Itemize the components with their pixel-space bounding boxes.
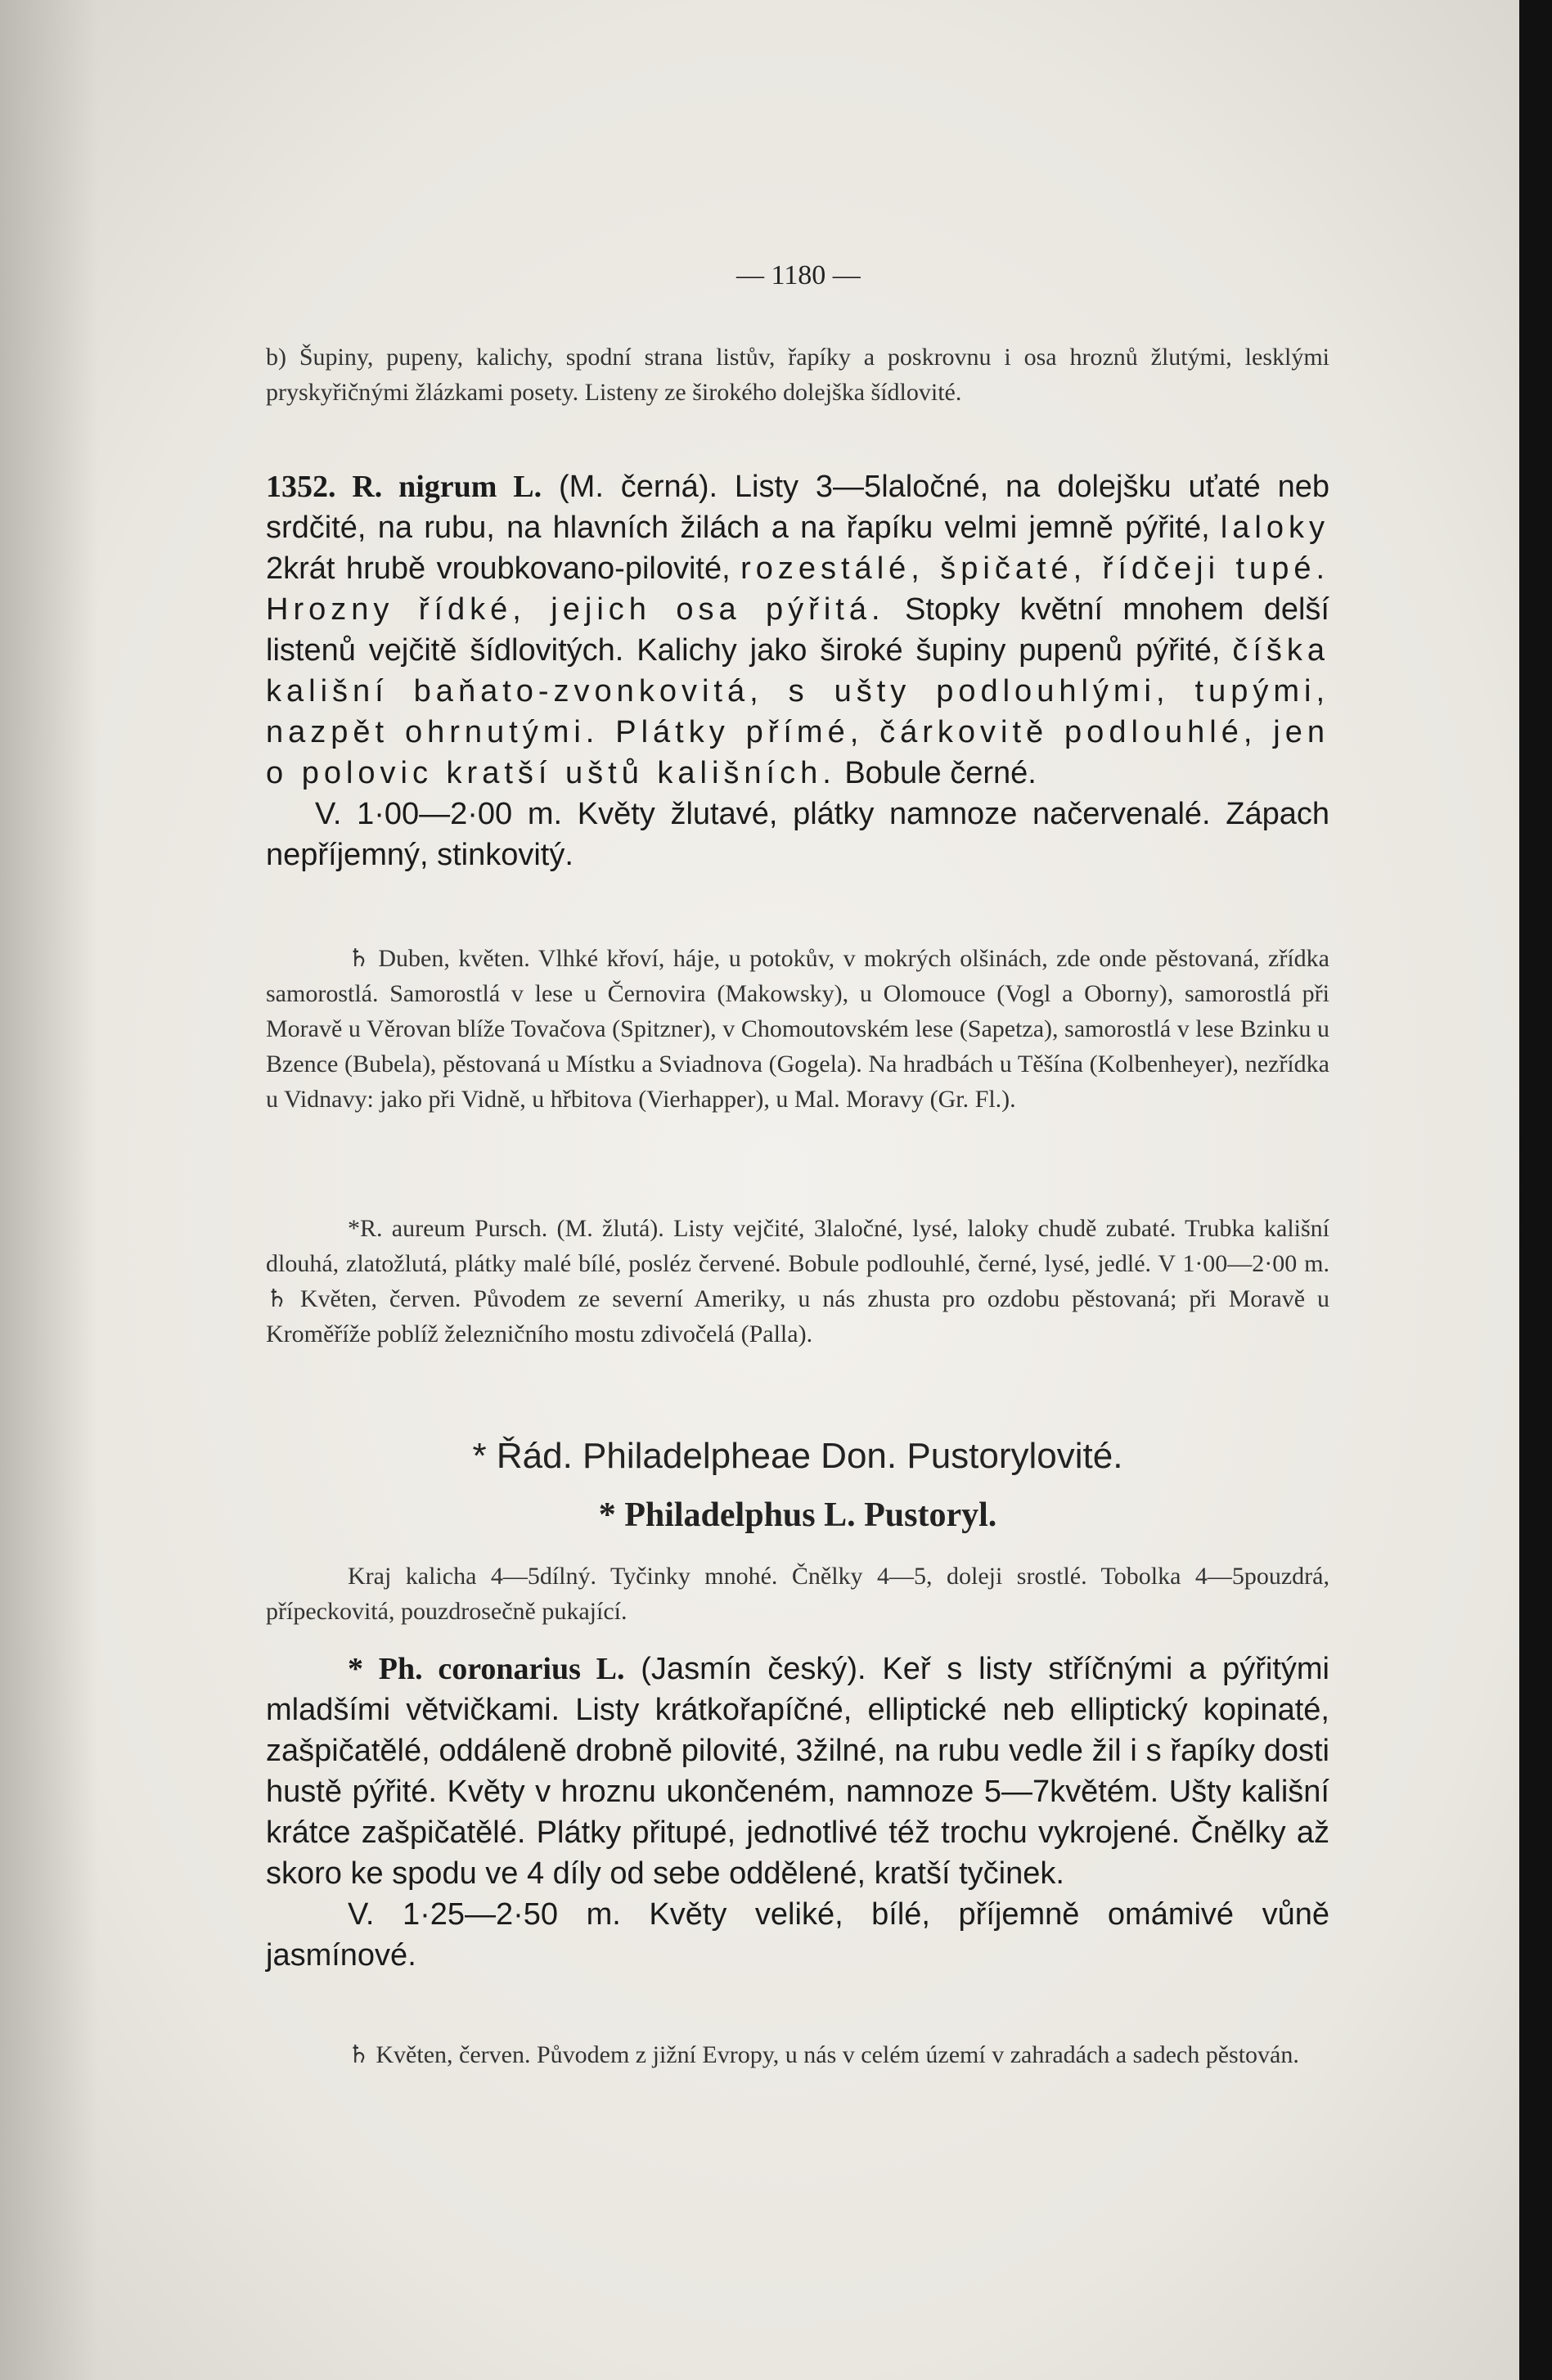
genus-description bbox=[266, 1559, 1329, 1629]
ribes-nigrum-line2: 2krát hrubě vroubkovano-pilovité, bbox=[266, 551, 731, 586]
paragraph-b-text: b) Šupiny, pupeny, kalichy, spodní strana listův, řapíky a poskrovnu i osa hroznů žlutými, lesklými pryskyřičnými žlázkami posety. Listeny ze širokého dolejška šídlovité. bbox=[266, 344, 1329, 406]
ribes-nigrum-line4: Bobule černé. bbox=[835, 756, 1037, 790]
genus-title-text: * Philadelphus L. Pustoryl. bbox=[598, 1496, 997, 1534]
scan-edge bbox=[1519, 0, 1552, 2380]
coronarius-name: * Ph. coronarius L. bbox=[348, 1652, 625, 1686]
genus-title bbox=[266, 1496, 1329, 1535]
species-ribes-aureum bbox=[266, 1211, 1329, 1352]
ribes-nigrum-laloky: laloky bbox=[1220, 511, 1329, 545]
scan-shadow bbox=[0, 0, 98, 2380]
habitat-philadelphus bbox=[266, 2037, 1329, 2072]
species-name: R. nigrum L. bbox=[352, 470, 542, 504]
genus-description-text: Kraj kalicha 4—5dílný. Tyčinky mnohé. Čnělky 4—5, doleji srostlé. Tobolka 4—5pouzdrá, přípeckovitá, pouzdrosečně pukající. bbox=[266, 1563, 1329, 1625]
ribes-nigrum-line1: (M. černá). Listy 3—5laločné, na dolejšku uťaté neb srdčité, na rubu, na hlavních žilách a na řapíku velmi jemně pýřité, bbox=[266, 470, 1329, 545]
coronarius-description: (Jasmín český). Keř s listy stříčnými a pýřitými mladšími větvičkami. Listy krátkořapíčné, elliptické neb elliptický kopinaté, zašpičatělé, oddáleně drobně pilovité, 3žilné, na rubu vedle žil i s řapíky dosti hustě pýřité. Květy v hroznu ukončeném, namnoze 5—7květém. Ušty kališní krátce zašpičatělé. Plátky přitupé, jednotlivé též trochu vykrojené. Čnělky až skoro ke spodu ve 4 díly od sebe oddělené, kratší tyčinek. bbox=[266, 1652, 1329, 1891]
order-title: * Řád. Philadelpheae Don. Pustorylovité. bbox=[472, 1436, 1123, 1476]
habitat-ribes-nigrum-text: ♄ Duben, květen. Vlhké křoví, háje, u potokův, v mokrých olšinách, zde onde pěstovaná, zřídka samorostlá. Samorostlá v lese u Černovira (Makowsky), u Olomouce (Vogl a Oborny), samorostlá při Moravě u Věrovan blíže Tovačova (Spitzner), v Chomoutovském lese (Sapetza), samorostlá v lese Bzinku u Bzence (Bubela), pěstovaná u Místku a Sviadnova (Gogela). Na hradbách u Těšína (Kolbenheyer), nezřídka u Vidnavy: jako při Vidně, u hřbitova (Vierhapper), u Mal. Moravy (Gr. Fl.). bbox=[266, 945, 1329, 1113]
ribes-nigrum-line3: Stopky květní mnohem delší listenů vejčitě šídlovitých. Kalichy jako široké šupiny pupenů pýřité, bbox=[266, 592, 1329, 668]
paragraph-b bbox=[266, 340, 1329, 410]
species-philadelphus-coronarius bbox=[266, 1649, 1329, 1976]
ribes-nigrum-text bbox=[266, 466, 1329, 794]
species-ribes-nigrum bbox=[266, 466, 1329, 875]
ribes-nigrum-spaced1: rozestálé, špičaté, řídčeji tupé. Hrozny řídké, jejich osa pýřitá. bbox=[266, 551, 1330, 627]
habitat-ribes-nigrum bbox=[266, 941, 1329, 1117]
page-number: — 1180 — bbox=[736, 260, 861, 290]
coronarius-text bbox=[266, 1649, 1329, 1894]
coronarius-size: V. 1·25—2·50 m. Květy veliké, bílé, příjemně omámivé vůně jasmínové. bbox=[266, 1897, 1329, 1973]
ribes-nigrum-size: V. 1·00—2·00 m. Květy žlutavé, plátky namnoze načervenalé. Zápach nepříjemný, stinkovitý. bbox=[266, 797, 1329, 872]
ribes-nigrum-spaced2: číška kališní baňato-zvonkovitá, s ušty podlouhlými, tupými, nazpět ohrnutými. Plátky přímé, čárkovitě podlouhlé, jen o polovic kratší uštů kališních. bbox=[266, 633, 1330, 790]
species-number: 1352. bbox=[266, 470, 336, 504]
habitat-philadelphus-text: ♄ Květen, červen. Původem z jižní Evropy, u nás v celém území v zahradách a sadech pěstován. bbox=[348, 2041, 1299, 2068]
ribes-aureum-text: *R. aureum Pursch. (M. žlutá). Listy vejčité, 3laločné, lysé, laloky chudě zubaté. Trubka kališní dlouhá, zlatožlutá, plátky malé bílé, posléz červené. Bobule podlouhlé, černé, lysé, jedlé. V 1·00—2·00 m. ♄ Květen, červen. Původem ze severní Ameriky, u nás zhusta pro ozdobu pěstovaná; při Moravě u Kroměříže poblíž železničního mostu zdivočelá (Palla). bbox=[266, 1215, 1329, 1347]
